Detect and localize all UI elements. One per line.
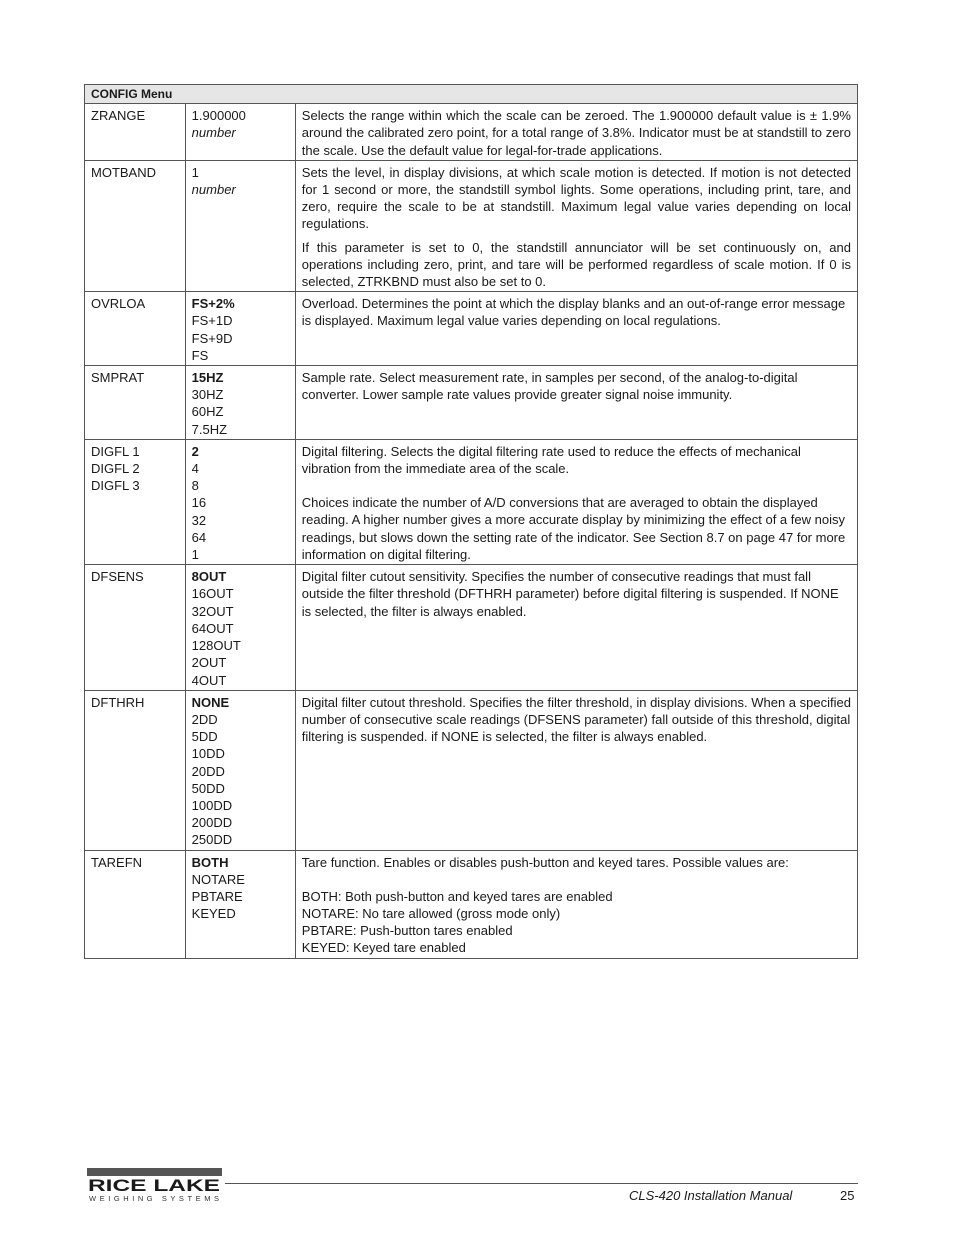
description-cell (295, 366, 857, 440)
parameter-name: DIGFL 2 (91, 461, 140, 477)
default-value: BOTH (191, 854, 229, 870)
parameter-name: SMPRAT (91, 370, 145, 386)
config-menu-table (84, 84, 858, 959)
description-cell (295, 292, 857, 366)
value-option: 7.5HZ (191, 421, 228, 437)
value-option: FS+1D (191, 313, 233, 329)
description-cell (295, 565, 857, 690)
value-option: 8 (191, 478, 199, 494)
value-option: 32OUT (191, 603, 234, 619)
description-paragraph: Choices indicate the number of A/D conversions that are averaged to obtain the displayed reading. A higher number gives a more accurate display by minimizing the effect of a few noisy readings, but slows down the setting rate of the indicator. See Section 8.7 on page 47 for more information on digital filtering. (301, 495, 846, 562)
value-option: 5DD (191, 729, 218, 745)
value-option: 1.900000 (191, 108, 246, 124)
paragraph-gap (302, 477, 851, 494)
footer-rule (225, 1183, 858, 1184)
values-cell (185, 104, 295, 161)
logo-wordmark: RICE LAKE (88, 1176, 220, 1195)
description-paragraph: Digital filter cutout threshold. Specifies the filter threshold, in display divisions. When a specified number of consecutive scale readings (DFSENS parameter) fall outside of this threshold, digital filtering is suspended. if NONE is selected, the filter is always enabled. (301, 694, 851, 745)
parameter-name: DIGFL 1 (91, 443, 140, 459)
description-paragraph: Tare function. Enables or disables push-button and keyed tares. Possible values are: (301, 854, 789, 870)
description-cell (295, 690, 857, 850)
value-option: FS+9D (191, 330, 233, 346)
default-value: 15HZ (191, 370, 224, 386)
default-value: 8OUT (191, 569, 227, 585)
value-option: 200DD (191, 815, 233, 831)
description-paragraph: Sample rate. Select measurement rate, in samples per second, of the analog-to-digital converter. Lower sample rate values provide greater signal noise immunity. (301, 370, 798, 403)
value-option: 4OUT (191, 672, 227, 688)
parameter-name: TAREFN (91, 854, 143, 870)
value-option: number (191, 182, 236, 198)
description-cell (295, 160, 857, 291)
description-paragraph: Overload. Determines the point at which the display blanks and an out-of-range error message is displayed. Maximum legal value varies depending on local regulations. (301, 296, 846, 329)
value-option: number (191, 125, 236, 141)
parameter-cell (85, 366, 186, 440)
parameter-cell (85, 292, 186, 366)
parameter-name: OVRLOA (91, 296, 146, 312)
footer-manual-title: CLS-420 Installation Manual (629, 1188, 793, 1203)
values-cell (185, 292, 295, 366)
value-option: NOTARE (191, 871, 245, 887)
table-header: CONFIG Menu (85, 85, 858, 104)
value-option: KEYED (191, 906, 236, 922)
description-paragraph: Digital filtering. Selects the digital filtering rate used to reduce the effects of mechanical vibration from the immediate area of the scale. (301, 443, 801, 477)
value-option: FS (191, 347, 209, 363)
table-row (85, 366, 858, 440)
default-value: NONE (191, 694, 230, 710)
table-body (85, 104, 858, 958)
values-cell (185, 439, 295, 564)
parameter-cell (85, 850, 186, 958)
default-value: FS+2% (191, 296, 235, 312)
logo-tagline: WEIGHING SYSTEMS (89, 1194, 219, 1203)
value-option: 100DD (191, 797, 233, 813)
value-option: 64 (191, 529, 207, 545)
value-option: 16 (191, 495, 207, 511)
table-row (85, 292, 858, 366)
rice-lake-logo (87, 1168, 222, 1204)
values-cell (185, 565, 295, 690)
parameter-name: DFTHRH (91, 694, 145, 710)
parameter-name: MOTBAND (91, 164, 156, 180)
value-option: 10DD (191, 746, 225, 762)
table-row (85, 104, 858, 161)
parameter-name: ZRANGE (91, 108, 146, 124)
values-cell (185, 366, 295, 440)
value-option: 1 (191, 547, 199, 563)
value-option: 4 (191, 461, 199, 477)
description-paragraph: Selects the range within which the scale can be zeroed. The 1.900000 default value is ± 1.9% around the calibrated zero point, for a total range of 3.8%. Indicator must be at standstill to zero the scale. Use the default value for legal-for-trade applications. (301, 108, 851, 158)
description-cell (295, 439, 857, 564)
table-row (85, 690, 858, 850)
table-row (85, 160, 858, 291)
value-option: 128OUT (191, 638, 241, 654)
value-option: 1 (191, 164, 199, 180)
parameter-cell (85, 104, 186, 161)
values-cell (185, 160, 295, 291)
parameter-name: DIGFL 3 (91, 478, 140, 494)
table-header-row (85, 85, 858, 104)
table-row (85, 565, 858, 690)
value-option: 250DD (191, 832, 233, 848)
value-option: PBTARE (191, 888, 243, 904)
value-option: 20DD (191, 763, 225, 779)
description-line: BOTH: Both push-button and keyed tares are enabled (301, 888, 613, 904)
description-cell (295, 850, 857, 958)
parameter-cell (85, 565, 186, 690)
value-option: 30HZ (191, 387, 224, 403)
description-paragraph: Sets the level, in display divisions, at which scale motion is detected. If motion is not detected for 1 second or more, the standstill symbol lights. Some operations, including print, tare, and zero, require the scale to be at standstill. Maximum legal value varies depending on local regulations. (301, 164, 851, 232)
value-option: 50DD (191, 780, 225, 796)
description-line: NOTARE: No tare allowed (gross mode only) (301, 905, 561, 921)
parameter-cell (85, 160, 186, 291)
paragraph-gap (302, 871, 851, 888)
value-option: 2DD (191, 711, 218, 727)
default-value: 2 (191, 443, 199, 459)
value-option: 32 (191, 512, 207, 528)
table-row (85, 850, 858, 958)
parameter-name: DFSENS (91, 569, 144, 585)
values-cell (185, 850, 295, 958)
parameter-cell (85, 690, 186, 850)
footer-page-number: 25 (840, 1188, 855, 1203)
description-line: PBTARE: Push-button tares enabled (301, 923, 513, 939)
table-row (85, 439, 858, 564)
description-line: KEYED: Keyed tare enabled (301, 940, 466, 956)
value-option: 64OUT (191, 620, 234, 636)
description-paragraph: Digital filter cutout sensitivity. Specifies the number of consecutive readings that must fall outside the filter threshold (DFTHRH parameter) before digital filtering is suspended. If NONE is selected, the filter is always enabled. (301, 569, 839, 619)
parameter-cell (85, 439, 186, 564)
value-option: 60HZ (191, 404, 224, 420)
description-cell (295, 104, 857, 161)
description-paragraph: If this parameter is set to 0, the standstill annunciator will be set continuously on, and operations including zero, print, and tare will be performed regardless of scale motion. If 0 is selected, ZTRKBND must also be set to 0. (301, 239, 851, 290)
values-cell (185, 690, 295, 850)
value-option: 2OUT (191, 655, 227, 671)
value-option: 16OUT (191, 586, 234, 602)
